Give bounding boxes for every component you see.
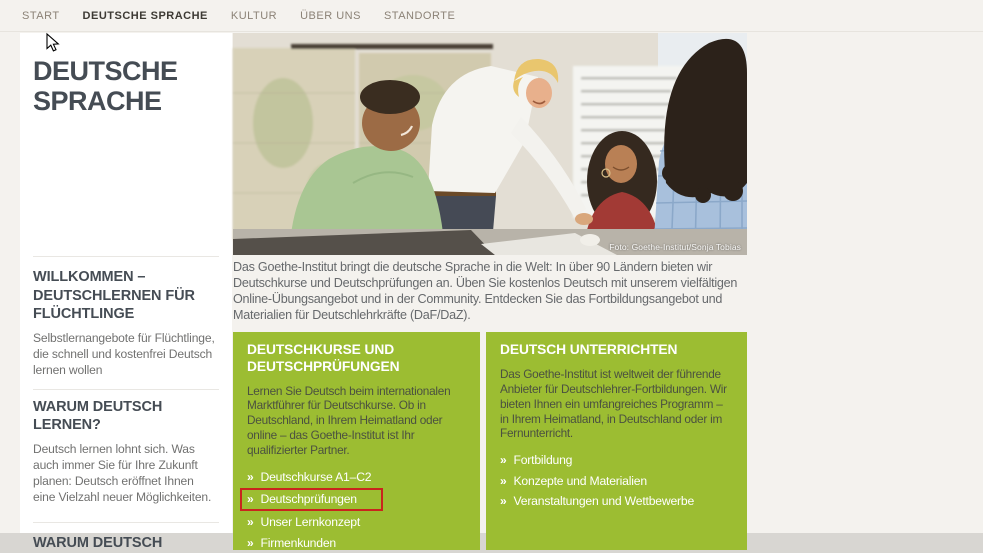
- sidebar-heading-warum-deutsch-lernen[interactable]: WARUM DEUTSCH LERNEN?: [33, 398, 163, 433]
- teaser-link-list: [247, 467, 466, 553]
- sidebar-heading-warum-deutsch[interactable]: WARUM DEUTSCH: [33, 534, 163, 551]
- sidebar-divider: [33, 522, 219, 523]
- link-label: Konzepte und Materialien: [513, 473, 647, 488]
- teaser-link-list: [500, 450, 733, 511]
- sidebar-heading-willkommen[interactable]: WILLKOMMEN – DEUTSCHLERNEN FÜR FLÜCHTLINGE: [33, 269, 195, 322]
- nav-divider: [0, 31, 983, 32]
- link-deutschpruefungen[interactable]: [240, 488, 383, 511]
- link-label: Deutschkurse A1–C2: [260, 469, 372, 484]
- teaser-heading: DEUTSCHKURSE UND DEUTSCHPRÜFUNGEN: [247, 342, 400, 374]
- main-content: [233, 33, 747, 550]
- chevron-right-icon: »: [500, 473, 507, 488]
- teaser-box-deutschkurse: [233, 332, 480, 550]
- nav-item-ueber-uns[interactable]: ÜBER UNS: [300, 9, 361, 22]
- intro-paragraph: Das Goethe-Institut bringt die deutsche Sprache in die Welt: In über 90 Ländern bieten wir Deutschkurse und Deutschprüfungen an. Üben Sie kostenlos Deutsch mit unserem vielfältigen Online-Übungsangebot und in der Community. Entdecken Sie das Fortbildungsangebot und Materialien für Deutschlehrkräfte (DaF/DaZ).: [233, 260, 738, 323]
- nav-item-deutsche-sprache[interactable]: DEUTSCHE SPRACHE: [82, 9, 208, 22]
- sidebar-divider: [33, 389, 219, 390]
- nav-item-kultur[interactable]: KULTUR: [230, 9, 278, 22]
- chevron-right-icon: »: [247, 492, 254, 507]
- chevron-right-icon: »: [500, 493, 507, 508]
- nav-item-start[interactable]: START: [22, 9, 60, 22]
- sidebar-text-warum-deutsch-lernen: Deutsch lernen lohnt sich. Was auch immer Sie für Ihre Zukunft planen: Deutsch eröffnet Ihnen eine Vielzahl neuer Möglichkeiten.: [33, 441, 212, 504]
- chevron-right-icon: »: [500, 453, 507, 468]
- sidebar: [20, 33, 232, 551]
- teaser-boxes: [233, 332, 747, 550]
- sidebar-divider: [33, 256, 219, 257]
- chevron-right-icon: »: [247, 535, 254, 550]
- teaser-body: Das Goethe-Institut ist weltweit der führende Anbieter für Deutschlehrer-Fortbildungen. Wir bieten Ihnen ein umfangreiches Programm – in Ihrem Heimatland, in Deutschland oder im Fernunterricht.: [500, 366, 727, 441]
- chevron-right-icon: »: [247, 469, 254, 484]
- link-label: Firmenkunden: [260, 535, 336, 550]
- link-label: Deutschprüfungen: [260, 492, 357, 507]
- link-veranstaltungen-und-wettbewerbe[interactable]: [500, 492, 694, 510]
- link-label: Veranstaltungen und Wettbewerbe: [513, 493, 695, 508]
- nav-item-standorte[interactable]: STANDORTE: [383, 9, 456, 22]
- link-label: Fortbildung: [513, 453, 573, 468]
- classroom-photo-illustration: [233, 33, 747, 255]
- teaser-heading: DEUTSCH UNTERRICHTEN: [500, 342, 678, 358]
- hero-image: [233, 33, 747, 255]
- photo-credit: Foto: Goethe-Institut/Sonja Tobias: [609, 242, 741, 252]
- chevron-right-icon: »: [247, 515, 254, 530]
- teaser-body: Lernen Sie Deutsch beim internationalen Marktführer für Deutschkurse. Ob in Deutschland, in Ihrem Heimatland oder online – das Goethe-Institut ist Ihr qualifizierter Partner.: [247, 383, 451, 457]
- page-title: DEUTSCHE SPRACHE: [33, 56, 178, 116]
- teaser-box-deutsch-unterrichten: [486, 332, 747, 550]
- link-fortbildung[interactable]: [500, 451, 572, 469]
- link-deutschkurse-a1-c2[interactable]: [247, 468, 371, 486]
- sidebar-text-willkommen: Selbstlernangebote für Flüchtlinge, die schnell und kostenfrei Deutsch lernen wollen: [33, 330, 215, 377]
- top-navigation: [22, 0, 455, 31]
- link-label: Unser Lernkonzept: [260, 515, 361, 530]
- link-konzepte-und-materialien[interactable]: [500, 472, 647, 490]
- link-firmenkunden[interactable]: [247, 534, 336, 552]
- link-unser-lernkonzept[interactable]: [247, 513, 360, 531]
